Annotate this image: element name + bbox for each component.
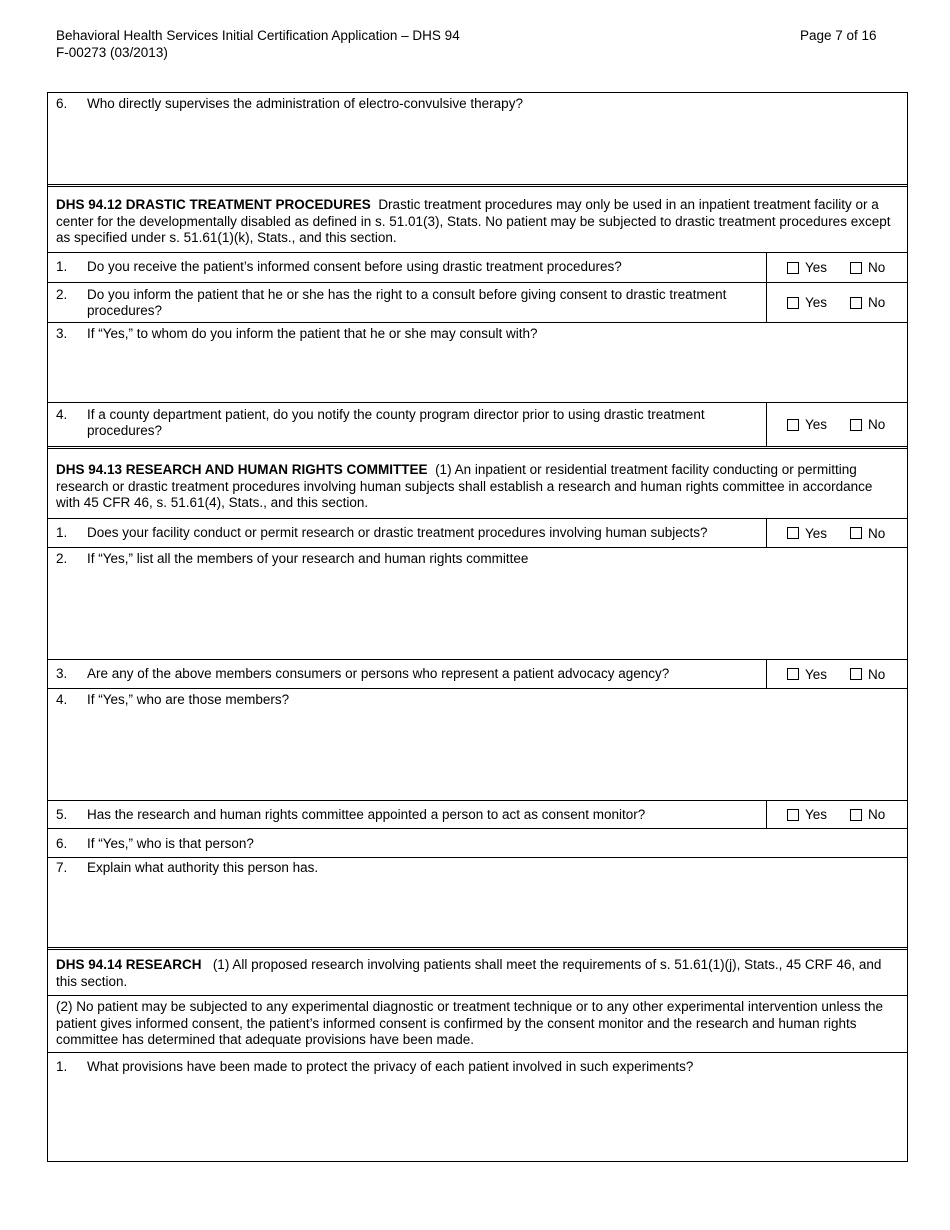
yes-checkbox[interactable]: Yes: [787, 260, 827, 275]
s9413-question-4[interactable]: 4. If “Yes,” who are those members?: [48, 688, 907, 800]
no-checkbox[interactable]: No: [850, 526, 885, 541]
s9412-question-3[interactable]: 3. If “Yes,” to whom do you inform the patient that he or she may consult with?: [48, 322, 907, 402]
no-checkbox[interactable]: No: [850, 260, 885, 275]
section-heading: DHS 94.12 DRASTIC TREATMENT PROCEDURES: [56, 197, 371, 212]
form-title: Behavioral Health Services Initial Certification Application – DHS 94: [56, 28, 460, 43]
yes-no-cell: [766, 253, 907, 282]
no-checkbox[interactable]: No: [850, 807, 885, 822]
checkbox-icon: [787, 527, 799, 539]
s9414-question-1[interactable]: 1. What provisions have been made to protect the privacy of each patient involved in such experiments?: [48, 1052, 907, 1163]
yes-no-cell: [766, 519, 907, 547]
yes-no-cell: [766, 403, 907, 446]
s9413-question-3: 3. Are any of the above members consumers or persons who represent a patient advocacy agency? Yes No: [48, 659, 907, 688]
yes-checkbox[interactable]: Yes: [787, 295, 827, 310]
yes-no-cell: [766, 660, 907, 688]
yes-checkbox[interactable]: Yes: [787, 526, 827, 541]
yes-no-cell: [766, 801, 907, 828]
s9413-question-6[interactable]: 6. If “Yes,” who is that person?: [48, 828, 907, 857]
s9413-question-5: 5. Has the research and human rights committee appointed a person to act as consent monitor? Yes No: [48, 800, 907, 828]
s9412-question-1: 1. Do you receive the patient’s informed consent before using drastic treatment procedures? Yes No: [48, 252, 907, 282]
section-94-13-header: DHS 94.13 RESEARCH AND HUMAN RIGHTS COMMITTEE (1) An inpatient or residential treatment facility conducting or permitting research or drastic treatment procedures involving human subjects shall establish a research and human rights committee in accordance with 45 CFR 46, s. 51.61(4), Stats., and this section.: [48, 446, 907, 518]
checkbox-icon: [850, 527, 862, 539]
checkbox-icon: [787, 419, 799, 431]
checkbox-icon: [787, 668, 799, 680]
section-94-12-header: DHS 94.12 DRASTIC TREATMENT PROCEDURES Drastic treatment procedures may only be used in an inpatient treatment facility or a center for the developmentally disabled as defined in s. 51.01(3), Stats. No patient may be subjected to drastic treatment procedures except as specified under s. 51.61(1)(k), Stats., and this section.: [48, 184, 907, 252]
section-94-14-header: DHS 94.14 RESEARCH (1) All proposed research involving patients shall meet the requirements of s. 51.61(1)(j), Stats., 45 CRF 46, and this section.: [48, 947, 907, 995]
form-number: F-00273 (03/2013): [56, 45, 168, 60]
yes-checkbox[interactable]: Yes: [787, 667, 827, 682]
checkbox-icon: [787, 262, 799, 274]
s9412-question-2: 2. Do you inform the patient that he or she has the right to a consult before giving consent to drastic treatment procedures? Yes No: [48, 282, 907, 322]
yes-checkbox[interactable]: Yes: [787, 807, 827, 822]
checkbox-icon: [787, 809, 799, 821]
form-frame: [47, 92, 908, 1162]
no-checkbox[interactable]: No: [850, 667, 885, 682]
s9413-question-2[interactable]: 2. If “Yes,” list all the members of your research and human rights committee: [48, 547, 907, 659]
ect-question-6[interactable]: 6. Who directly supervises the administration of electro-convulsive therapy?: [56, 96, 523, 111]
section-heading: DHS 94.13 RESEARCH AND HUMAN RIGHTS COMMITTEE: [56, 462, 428, 477]
checkbox-icon: [850, 262, 862, 274]
checkbox-icon: [850, 297, 862, 309]
checkbox-icon: [850, 668, 862, 680]
s9413-question-1: 1. Does your facility conduct or permit research or drastic treatment procedures involving human subjects? Yes No: [48, 518, 907, 547]
page-header-left: [56, 27, 460, 61]
checkbox-icon: [787, 297, 799, 309]
section-heading: DHS 94.14 RESEARCH: [56, 957, 202, 972]
s9412-question-4: 4. If a county department patient, do you notify the county program director prior to using drastic treatment procedures? Yes No: [48, 402, 907, 446]
no-checkbox[interactable]: No: [850, 417, 885, 432]
no-checkbox[interactable]: No: [850, 295, 885, 310]
s9413-question-7[interactable]: 7. Explain what authority this person has.: [48, 857, 907, 947]
s9414-paragraph-2: (2) No patient may be subjected to any experimental diagnostic or treatment technique or to any other experimental intervention unless the patient gives informed consent, the patient’s informed consent is confirmed by the consent monitor and the research and human rights committee has determined that adequate provisions have been made.: [48, 995, 907, 1052]
checkbox-icon: [850, 809, 862, 821]
yes-no-cell: [766, 283, 907, 322]
page-number: Page 7 of 16: [800, 28, 877, 43]
yes-checkbox[interactable]: Yes: [787, 417, 827, 432]
checkbox-icon: [850, 419, 862, 431]
